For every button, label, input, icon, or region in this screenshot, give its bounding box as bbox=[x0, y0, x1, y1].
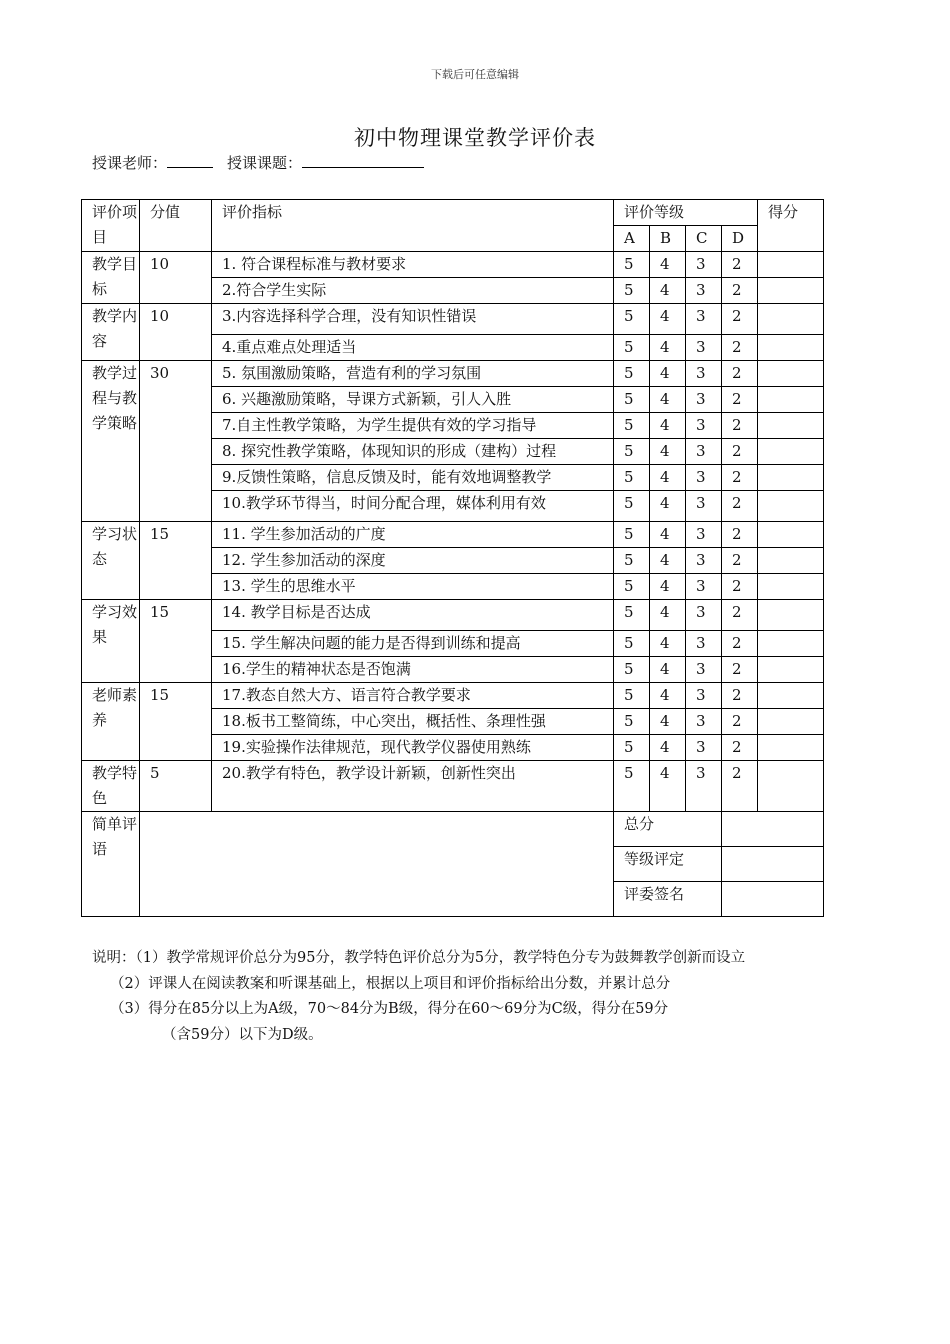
grade-value: 3 bbox=[686, 761, 722, 812]
grade-value: 3 bbox=[686, 600, 722, 631]
grade-value: 4 bbox=[650, 278, 686, 304]
grade-value: 4 bbox=[650, 522, 686, 548]
score-cell: 15 bbox=[140, 600, 212, 683]
grade-value: 2 bbox=[722, 735, 758, 761]
grade-value: 4 bbox=[650, 761, 686, 812]
page-title: 初中物理课堂教学评价表 bbox=[354, 126, 596, 150]
total-value[interactable] bbox=[722, 812, 824, 847]
grade-value: 3 bbox=[686, 278, 722, 304]
grade-value: 2 bbox=[722, 439, 758, 465]
grade-value: 4 bbox=[650, 491, 686, 522]
indicator-cell: 8. 探究性教学策略，体现知识的形成（建构）过程 bbox=[212, 439, 614, 465]
indicator-cell: 11. 学生参加活动的广度 bbox=[212, 522, 614, 548]
grade-value: 3 bbox=[686, 548, 722, 574]
grade-value: 3 bbox=[686, 413, 722, 439]
indicator-cell: 19.实验操作法律规范，现代教学仪器使用熟练 bbox=[212, 735, 614, 761]
teacher-blank[interactable] bbox=[167, 153, 213, 168]
grade-value: 3 bbox=[686, 252, 722, 278]
grade-value: 4 bbox=[650, 252, 686, 278]
grade-value: 5 bbox=[614, 387, 650, 413]
grade-value-field[interactable] bbox=[722, 847, 824, 882]
score-cell: 10 bbox=[140, 304, 212, 361]
grade-value: 5 bbox=[614, 522, 650, 548]
grade-value: 5 bbox=[614, 657, 650, 683]
obtained-cell[interactable] bbox=[758, 548, 824, 574]
sign-field[interactable] bbox=[722, 882, 824, 917]
grade-value: 2 bbox=[722, 631, 758, 657]
grade-value: 4 bbox=[650, 709, 686, 735]
obtained-cell[interactable] bbox=[758, 522, 824, 548]
grade-value: 3 bbox=[686, 709, 722, 735]
table-row bbox=[82, 761, 824, 812]
score-cell: 10 bbox=[140, 252, 212, 304]
grade-value: 5 bbox=[614, 600, 650, 631]
evaluation-table bbox=[81, 199, 824, 917]
grade-value: 5 bbox=[614, 335, 650, 361]
score-cell: 30 bbox=[140, 361, 212, 522]
obtained-cell[interactable] bbox=[758, 657, 824, 683]
header-grade-letter: B bbox=[650, 226, 686, 252]
grade-value: 5 bbox=[614, 491, 650, 522]
indicator-cell: 18.板书工整简练，中心突出，概括性、条理性强 bbox=[212, 709, 614, 735]
obtained-cell[interactable] bbox=[758, 574, 824, 600]
grade-value: 3 bbox=[686, 735, 722, 761]
note-line: （3）得分在85分以上为A级，70～84分为B级，得分在60～69分为C级，得分在59分 bbox=[110, 1001, 669, 1017]
table-row bbox=[82, 683, 824, 709]
grade-value: 2 bbox=[722, 335, 758, 361]
grade-value: 2 bbox=[722, 761, 758, 812]
grade-value: 5 bbox=[614, 574, 650, 600]
grade-value: 2 bbox=[722, 548, 758, 574]
grade-value: 5 bbox=[614, 361, 650, 387]
indicator-cell: 20.教学有特色，教学设计新颖，创新性突出 bbox=[212, 761, 614, 812]
grade-value: 3 bbox=[686, 439, 722, 465]
grade-value: 3 bbox=[686, 491, 722, 522]
obtained-cell[interactable] bbox=[758, 683, 824, 709]
obtained-cell[interactable] bbox=[758, 631, 824, 657]
grade-value: 4 bbox=[650, 439, 686, 465]
obtained-cell[interactable] bbox=[758, 491, 824, 522]
grade-value: 4 bbox=[650, 304, 686, 335]
obtained-cell[interactable] bbox=[758, 465, 824, 491]
score-cell: 15 bbox=[140, 683, 212, 761]
grade-value: 2 bbox=[722, 683, 758, 709]
grade-value: 4 bbox=[650, 683, 686, 709]
obtained-cell[interactable] bbox=[758, 361, 824, 387]
obtained-cell[interactable] bbox=[758, 387, 824, 413]
grade-value: 2 bbox=[722, 304, 758, 335]
grade-value: 2 bbox=[722, 252, 758, 278]
indicator-cell: 15. 学生解决问题的能力是否得到训练和提高 bbox=[212, 631, 614, 657]
grade-value: 4 bbox=[650, 387, 686, 413]
grade-value: 4 bbox=[650, 600, 686, 631]
total-label: 总分 bbox=[614, 812, 722, 847]
grade-value: 5 bbox=[614, 304, 650, 335]
grade-value: 2 bbox=[722, 361, 758, 387]
obtained-cell[interactable] bbox=[758, 252, 824, 278]
item-cell: 教学过程与教学策略 bbox=[82, 361, 140, 522]
grade-value: 2 bbox=[722, 574, 758, 600]
comment-label: 简单评语 bbox=[82, 812, 140, 917]
indicator-cell: 10.教学环节得当，时间分配合理，媒体利用有效 bbox=[212, 491, 614, 522]
header-item: 评价项目 bbox=[82, 200, 140, 252]
indicator-cell: 6. 兴趣激励策略，导课方式新颖，引人入胜 bbox=[212, 387, 614, 413]
obtained-cell[interactable] bbox=[758, 600, 824, 631]
indicator-cell: 14. 教学目标是否达成 bbox=[212, 600, 614, 631]
grade-value: 4 bbox=[650, 574, 686, 600]
grade-value: 5 bbox=[614, 439, 650, 465]
indicator-cell: 9.反馈性策略，信息反馈及时，能有效地调整教学 bbox=[212, 465, 614, 491]
grade-value: 4 bbox=[650, 735, 686, 761]
grade-value: 3 bbox=[686, 304, 722, 335]
grade-value: 3 bbox=[686, 631, 722, 657]
indicator-cell: 12. 学生参加活动的深度 bbox=[212, 548, 614, 574]
grade-value: 5 bbox=[614, 761, 650, 812]
table-row bbox=[82, 522, 824, 548]
comment-area[interactable] bbox=[140, 812, 614, 917]
header-score: 分值 bbox=[140, 200, 212, 252]
table-row bbox=[82, 600, 824, 631]
page-header: 下载后可任意编辑 bbox=[431, 68, 519, 81]
grade-value: 5 bbox=[614, 709, 650, 735]
grade-value: 5 bbox=[614, 278, 650, 304]
header-indicator: 评价指标 bbox=[212, 200, 614, 252]
note-line: （2）评课人在阅读教案和听课基础上，根据以上项目和评价指标给出分数，并累计总分 bbox=[110, 975, 671, 992]
grade-value: 3 bbox=[686, 522, 722, 548]
indicator-cell: 17.教态自然大方、语言符合教学要求 bbox=[212, 683, 614, 709]
grade-value: 5 bbox=[614, 631, 650, 657]
item-cell: 老师素养 bbox=[82, 683, 140, 761]
grade-value: 5 bbox=[614, 252, 650, 278]
grade-value: 4 bbox=[650, 631, 686, 657]
table-row bbox=[82, 304, 824, 335]
item-cell: 学习效果 bbox=[82, 600, 140, 683]
grade-value: 2 bbox=[722, 491, 758, 522]
grade-value: 3 bbox=[686, 387, 722, 413]
item-cell: 学习状态 bbox=[82, 522, 140, 600]
grade-value: 5 bbox=[614, 465, 650, 491]
grade-value: 4 bbox=[650, 657, 686, 683]
grade-value: 2 bbox=[722, 709, 758, 735]
topic-blank[interactable] bbox=[302, 153, 424, 168]
indicator-cell: 4.重点难点处理适当 bbox=[212, 335, 614, 361]
sign-label: 评委签名 bbox=[614, 882, 722, 917]
score-cell: 15 bbox=[140, 522, 212, 600]
grade-value: 5 bbox=[614, 413, 650, 439]
obtained-cell[interactable] bbox=[758, 304, 824, 335]
grade-value: 5 bbox=[614, 683, 650, 709]
grade-value: 2 bbox=[722, 465, 758, 491]
obtained-cell[interactable] bbox=[758, 439, 824, 465]
item-cell: 教学内容 bbox=[82, 304, 140, 361]
obtained-cell[interactable] bbox=[758, 335, 824, 361]
header-grade-letter: C bbox=[686, 226, 722, 252]
header-row bbox=[82, 200, 824, 226]
topic-label: 授课课题： bbox=[227, 154, 303, 172]
teacher-label: 授课老师： bbox=[92, 154, 168, 172]
grade-value: 4 bbox=[650, 361, 686, 387]
grade-value: 2 bbox=[722, 657, 758, 683]
indicator-cell: 7.自主性教学策略，为学生提供有效的学习指导 bbox=[212, 413, 614, 439]
grade-value: 5 bbox=[614, 735, 650, 761]
grade-value: 5 bbox=[614, 548, 650, 574]
grade-value: 2 bbox=[722, 278, 758, 304]
indicator-cell: 3.内容选择科学合理，没有知识性错误 bbox=[212, 304, 614, 335]
note-line: 说明：（1）教学常规评价总分为95分，教学特色评价总分为5分，教学特色分专为鼓舞教学创新而设立 bbox=[92, 950, 746, 966]
grade-value: 2 bbox=[722, 387, 758, 413]
header-grade: 评价等级 bbox=[614, 200, 758, 226]
obtained-cell[interactable] bbox=[758, 413, 824, 439]
indicator-cell: 16.学生的精神状态是否饱满 bbox=[212, 657, 614, 683]
meta-line bbox=[92, 152, 424, 173]
grade-value: 3 bbox=[686, 574, 722, 600]
obtained-cell[interactable] bbox=[758, 278, 824, 304]
note-line: （含59分）以下为D级。 bbox=[162, 1026, 323, 1043]
indicator-cell: 5. 氛围激励策略，营造有利的学习氛围 bbox=[212, 361, 614, 387]
obtained-cell[interactable] bbox=[758, 735, 824, 761]
grade-value: 3 bbox=[686, 683, 722, 709]
grade-value: 2 bbox=[722, 413, 758, 439]
header-grade-letter: D bbox=[722, 226, 758, 252]
obtained-cell[interactable] bbox=[758, 709, 824, 735]
item-cell: 教学目标 bbox=[82, 252, 140, 304]
grade-value: 2 bbox=[722, 522, 758, 548]
obtained-cell[interactable] bbox=[758, 761, 824, 812]
table-row bbox=[82, 252, 824, 278]
indicator-cell: 2.符合学生实际 bbox=[212, 278, 614, 304]
grade-value: 4 bbox=[650, 465, 686, 491]
indicator-cell: 13. 学生的思维水平 bbox=[212, 574, 614, 600]
summary-row bbox=[82, 812, 824, 847]
grade-value: 3 bbox=[686, 361, 722, 387]
grade-label: 等级评定 bbox=[614, 847, 722, 882]
header-obtained: 得分 bbox=[758, 200, 824, 252]
table-row bbox=[82, 361, 824, 387]
item-cell: 教学特色 bbox=[82, 761, 140, 812]
score-cell: 5 bbox=[140, 761, 212, 812]
grade-value: 4 bbox=[650, 413, 686, 439]
grade-value: 4 bbox=[650, 335, 686, 361]
grade-value: 2 bbox=[722, 600, 758, 631]
grade-value: 3 bbox=[686, 465, 722, 491]
grade-value: 3 bbox=[686, 657, 722, 683]
grade-value: 3 bbox=[686, 335, 722, 361]
indicator-cell: 1. 符合课程标准与教材要求 bbox=[212, 252, 614, 278]
notes bbox=[92, 946, 745, 1048]
grade-value: 4 bbox=[650, 548, 686, 574]
header-grade-letter: A bbox=[614, 226, 650, 252]
